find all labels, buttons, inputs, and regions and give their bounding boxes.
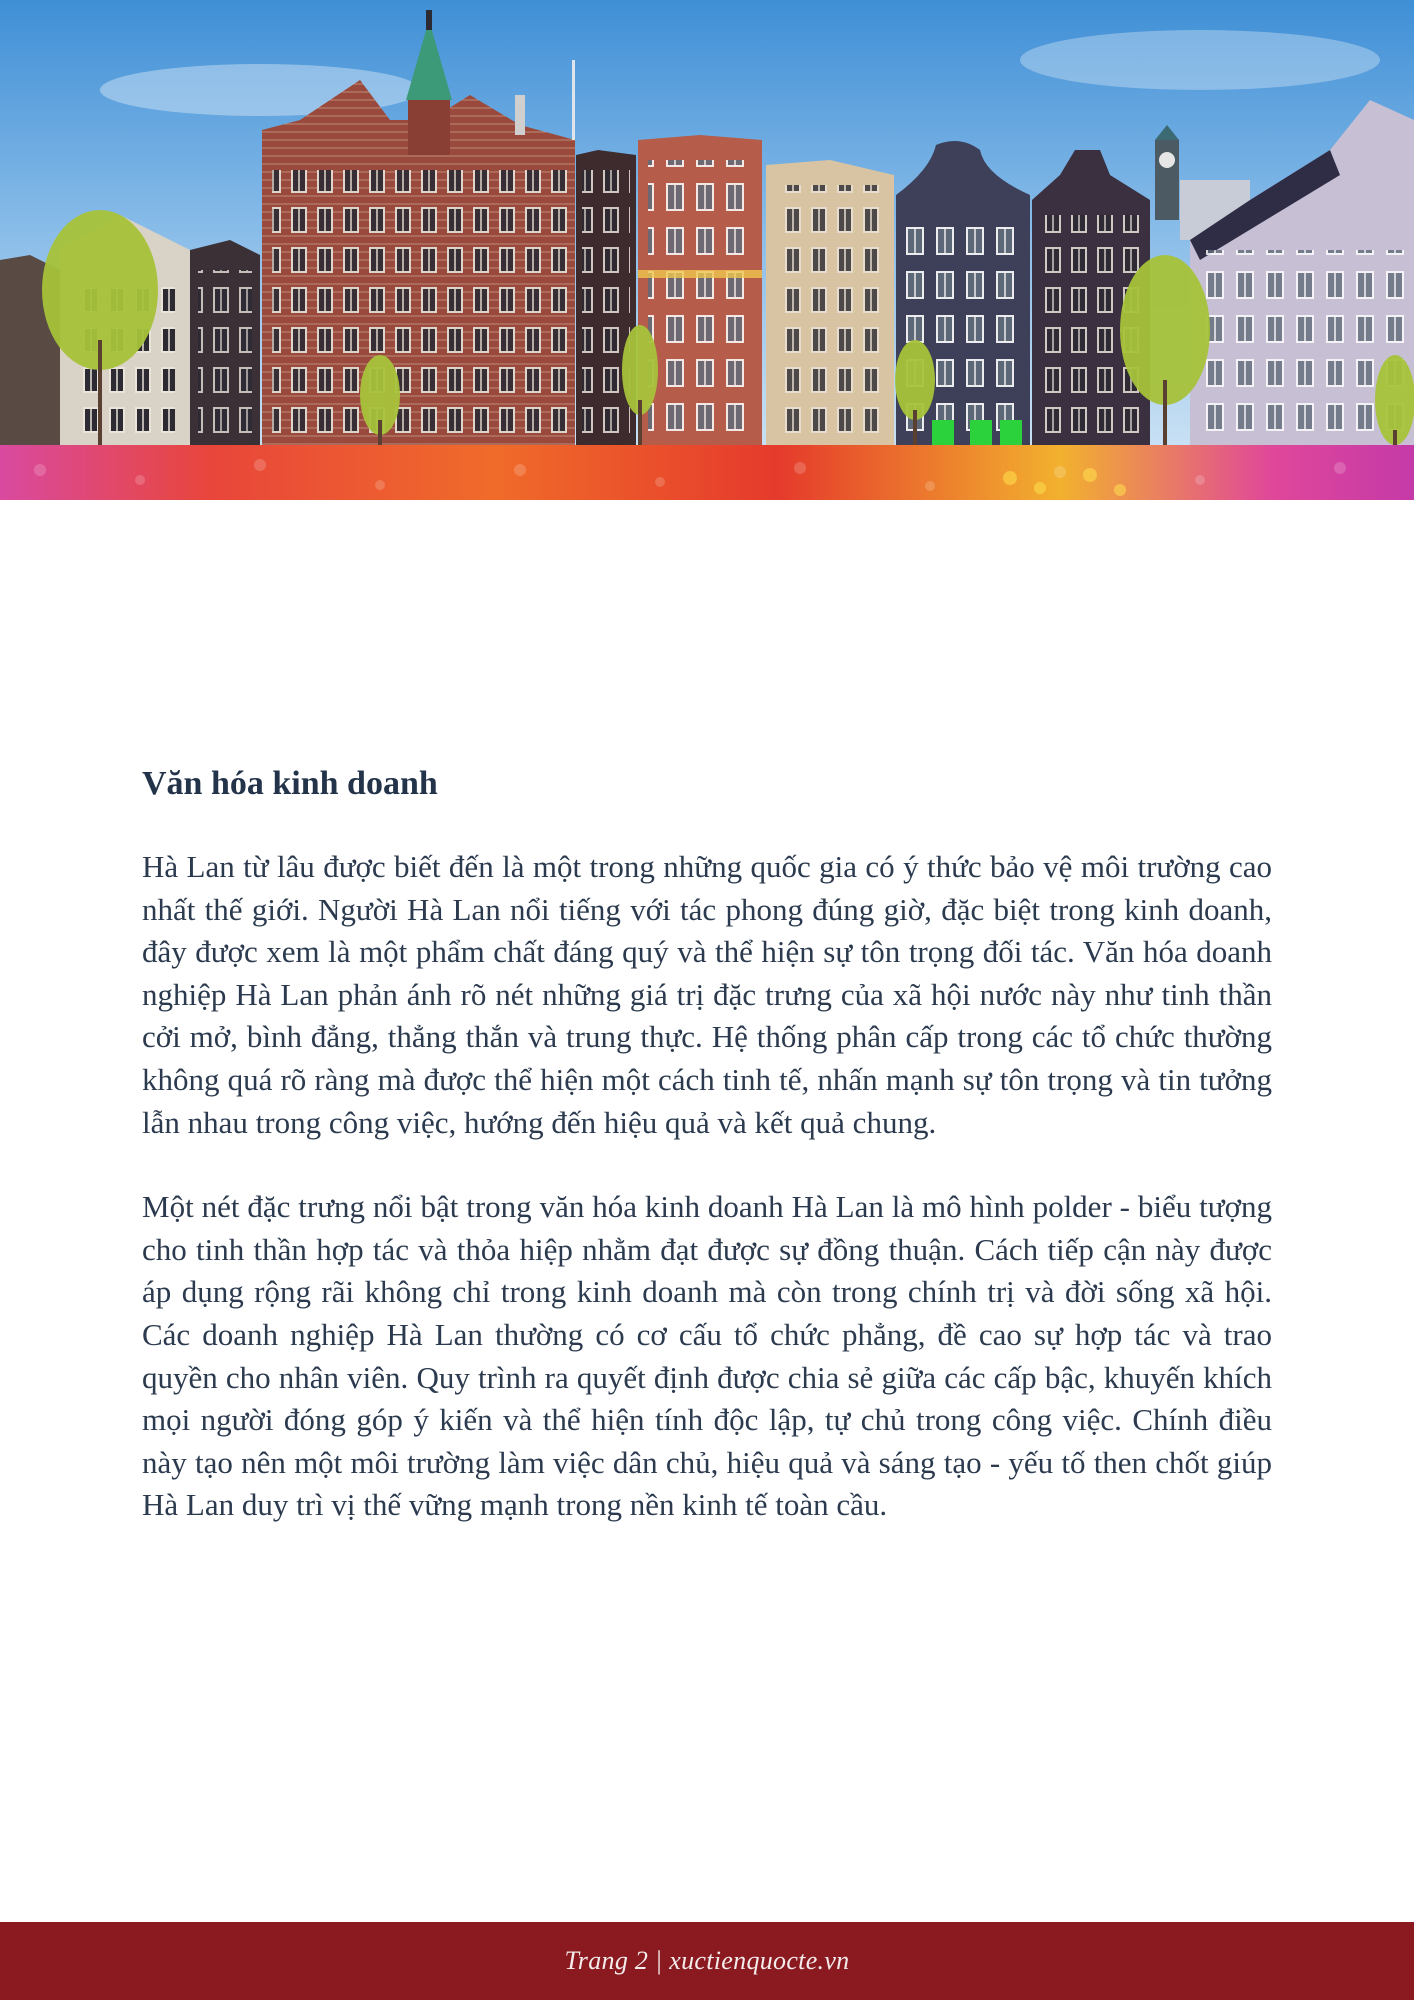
hero-illustration xyxy=(0,0,1414,500)
paragraph-1: Hà Lan từ lâu được biết đến là một trong những quốc gia có ý thức bảo vệ môi trường cao nhất thế giới. Người Hà Lan nổi tiếng với tác phong đúng giờ, đặc biệt trong kinh doanh, đây được xem là một phẩm chất đáng quý và thể hiện sự tôn trọng đối tác. Văn hóa doanh nghiệp Hà Lan phản ánh rõ nét những giá trị đặc trưng của xã hội nước này như tinh thần cởi mở, bình đẳng, thẳng thắn và trung thực. Hệ thống phân cấp trong các tổ chức thường không quá rõ ràng mà được thể hiện một cách tinh tế, nhấn mạnh sự tôn trọng và tin tưởng lẫn nhau trong công việc, hướng đến hiệu quả và kết quả chung. xyxy=(142,849,1272,1140)
paragraph-2: Một nét đặc trưng nổi bật trong văn hóa kinh doanh Hà Lan là mô hình polder - biểu tượng cho tinh thần hợp tác và thỏa hiệp nhằm đạt được sự đồng thuận. Cách tiếp cận này được áp dụng rộng rãi không chỉ trong kinh doanh mà còn trong chính trị và đời sống xã hội. Các doanh nghiệp Hà Lan thường có cơ cấu tổ chức phẳng, đề cao sự hợp tác và trao quyền cho nhân viên. Quy trình ra quyết định được chia sẻ giữa các cấp bậc, khuyến khích mọi người đóng góp ý kiến và thể hiện tính độc lập, tự chủ trong công việc. Chính điều này tạo nên một môi trường làm việc dân chủ, hiệu quả và sáng tạo - yếu tố then chốt giúp Hà Lan duy trì vị thế vững mạnh trong nền kinh tế toàn cầu. xyxy=(142,1189,1272,1523)
page-footer xyxy=(0,1922,1414,2000)
content-section xyxy=(142,762,1272,1527)
section-title: Văn hóa kinh doanh xyxy=(142,765,438,802)
hero-image xyxy=(0,0,1414,500)
footer-text: Trang 2 | xuctienquocte.vn xyxy=(564,1946,850,1975)
